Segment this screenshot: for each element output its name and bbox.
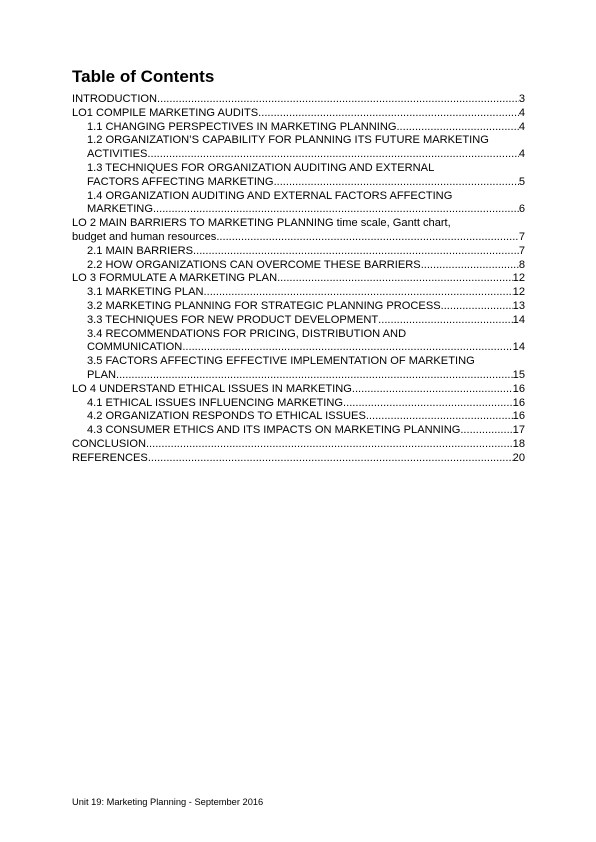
toc-entry-title-line: LO 2 MAIN BARRIERS TO MARKETING PLANNING time scale, Gantt chart,: [72, 217, 451, 230]
toc-entry-row: [87, 203, 525, 217]
toc-page-number: 8: [518, 258, 525, 271]
toc-entry[interactable]: [72, 162, 525, 190]
toc-page-number: 7: [518, 230, 525, 243]
toc-entry-title-line: 3.4 RECOMMENDATIONS FOR PRICING, DISTRIBUTION AND: [87, 327, 407, 340]
toc-entry-row: [87, 148, 525, 162]
toc-page-number: 4: [518, 106, 525, 119]
toc-page-number: 16: [512, 396, 525, 409]
toc-dot-leader: [216, 231, 519, 245]
toc-entry[interactable]: [72, 259, 525, 273]
toc-entry-title: PLAN: [87, 368, 116, 381]
toc-entry-title: budget and human resources: [72, 230, 217, 243]
toc-dot-leader: [274, 176, 519, 190]
toc-page-number: 13: [512, 299, 525, 312]
toc-page-number: 14: [512, 341, 525, 354]
toc-entry-title: LO 4 UNDERSTAND ETHICAL ISSUES IN MARKETING: [72, 382, 352, 395]
toc-entry[interactable]: [72, 397, 525, 411]
toc-entry-title: LO 3 FORMULATE A MARKETING PLAN: [72, 272, 278, 285]
toc-entry[interactable]: [72, 410, 525, 424]
toc-entry[interactable]: [72, 383, 525, 397]
toc-page-number: 12: [512, 272, 525, 285]
toc-entry-row: [87, 121, 525, 135]
toc-entry-row: [87, 300, 525, 314]
toc-page-number: 6: [518, 203, 525, 216]
toc-dot-leader: [147, 148, 518, 162]
toc-page-number: 15: [512, 368, 525, 381]
toc-entry-row: [87, 341, 525, 355]
toc-dot-leader: [116, 369, 513, 383]
toc-entry-row: [87, 245, 525, 259]
toc-page-number: 16: [512, 382, 525, 395]
toc-entry[interactable]: [72, 217, 525, 245]
toc-heading: Table of Contents: [72, 67, 215, 86]
toc-page-number: 12: [512, 286, 525, 299]
toc-entry-title: 4.1 ETHICAL ISSUES INFLUENCING MARKETING: [87, 396, 344, 409]
toc-dot-leader: [258, 107, 519, 121]
toc-page-number: 4: [518, 120, 525, 133]
toc-dot-leader: [378, 314, 513, 328]
toc-entry-row: [87, 176, 525, 190]
toc-dot-leader: [460, 424, 512, 438]
toc-entry-row: [72, 231, 525, 245]
toc-dot-leader: [441, 300, 513, 314]
toc-entry[interactable]: [72, 300, 525, 314]
toc-entry-title-line: 1.4 ORGANIZATION AUDITING AND EXTERNAL FACTORS AFFECTING: [87, 189, 453, 202]
toc-entry-row: [72, 438, 525, 452]
toc-dot-leader: [277, 272, 513, 286]
toc-entry[interactable]: [72, 314, 525, 328]
toc-entry-title-line: 1.3 TECHNIQUES FOR ORGANIZATION AUDITING AND EXTERNAL: [87, 161, 435, 174]
toc-entry-title: REFERENCES: [72, 451, 148, 464]
toc-entry-title: 3.2 MARKETING PLANNING FOR STRATEGIC PLANNING PROCESS: [87, 299, 441, 312]
toc-dot-leader: [343, 397, 513, 411]
toc-entry-row: [72, 107, 525, 121]
toc-page-number: 7: [518, 244, 525, 257]
toc-page-number: 17: [512, 424, 525, 437]
toc-page-number: 5: [518, 175, 525, 188]
toc-entry[interactable]: [72, 134, 525, 162]
toc-entry-title: 2.2 HOW ORGANIZATIONS CAN OVERCOME THESE BARRIERS: [87, 258, 421, 271]
toc-entry-row: [72, 93, 525, 107]
toc-dot-leader: [182, 341, 512, 355]
toc-entry-title: FACTORS AFFECTING MARKETING: [87, 175, 274, 188]
toc-entry[interactable]: [72, 272, 525, 286]
toc-dot-leader: [193, 245, 519, 259]
toc-entry[interactable]: [72, 286, 525, 300]
toc-dot-leader: [148, 452, 513, 466]
toc-entry[interactable]: [72, 355, 525, 383]
toc-dot-leader: [146, 438, 513, 452]
toc-entry[interactable]: [72, 328, 525, 356]
toc-entry-row: [87, 424, 525, 438]
toc-entry[interactable]: [72, 424, 525, 438]
toc-entry-title: ACTIVITIES: [87, 148, 148, 161]
toc-page-number: 16: [512, 410, 525, 423]
toc-entry[interactable]: [72, 190, 525, 218]
toc-page-number: 18: [512, 437, 525, 450]
toc-dot-leader: [157, 93, 519, 107]
toc-entry[interactable]: [72, 93, 525, 107]
toc-entry-row: [72, 383, 525, 397]
toc-entry[interactable]: [72, 245, 525, 259]
toc-entry[interactable]: [72, 107, 525, 121]
toc-dot-leader: [366, 410, 513, 424]
toc-entry-title: 4.2 ORGANIZATION RESPONDS TO ETHICAL ISSUES: [87, 410, 366, 423]
toc-entry[interactable]: [72, 438, 525, 452]
toc-page-number: 4: [518, 148, 525, 161]
toc-dot-leader: [352, 383, 513, 397]
toc-entry-title: 3.1 MARKETING PLAN: [87, 286, 204, 299]
toc-dot-leader: [204, 286, 513, 300]
table-of-contents: [72, 93, 525, 466]
toc-entry-row: [87, 314, 525, 328]
toc-entry-row: [72, 272, 525, 286]
toc-dot-leader: [421, 259, 519, 273]
toc-entry-row: [87, 369, 525, 383]
toc-page-number: 20: [512, 451, 525, 464]
toc-entry-title: INTRODUCTION: [72, 93, 158, 105]
toc-dot-leader: [153, 203, 519, 217]
toc-entry-row: [87, 397, 525, 411]
toc-entry-title: LO1 COMPILE MARKETING AUDITS: [72, 106, 259, 119]
toc-entry-row: [87, 259, 525, 273]
toc-page-number: 3: [518, 93, 525, 105]
toc-entry-title: 1.1 CHANGING PERSPECTIVES IN MARKETING PLANNING: [87, 120, 397, 133]
toc-entry-title: 2.1 MAIN BARRIERS: [87, 244, 194, 257]
toc-page-number: 14: [512, 313, 525, 326]
toc-entry-title: 3.3 TECHNIQUES FOR NEW PRODUCT DEVELOPMENT: [87, 313, 379, 326]
toc-entry-row: [72, 452, 525, 466]
page-footer: Unit 19: Marketing Planning - September 2016: [72, 797, 264, 807]
toc-entry[interactable]: [72, 452, 525, 466]
toc-dot-leader: [396, 121, 518, 135]
toc-entry-row: [87, 286, 525, 300]
toc-entry[interactable]: [72, 121, 525, 135]
toc-entry-title: CONCLUSION: [72, 437, 146, 450]
toc-entry-title: COMMUNICATION: [87, 341, 183, 354]
toc-entry-title: 4.3 CONSUMER ETHICS AND ITS IMPACTS ON MARKETING PLANNING: [87, 424, 461, 437]
toc-entry-title: MARKETING: [87, 203, 153, 216]
toc-entry-title-line: 1.2 ORGANIZATION’S CAPABILITY FOR PLANNING ITS FUTURE MARKETING: [87, 134, 489, 147]
toc-entry-row: [87, 410, 525, 424]
toc-entry-title-line: 3.5 FACTORS AFFECTING EFFECTIVE IMPLEMENTATION OF MARKETING: [87, 355, 475, 368]
